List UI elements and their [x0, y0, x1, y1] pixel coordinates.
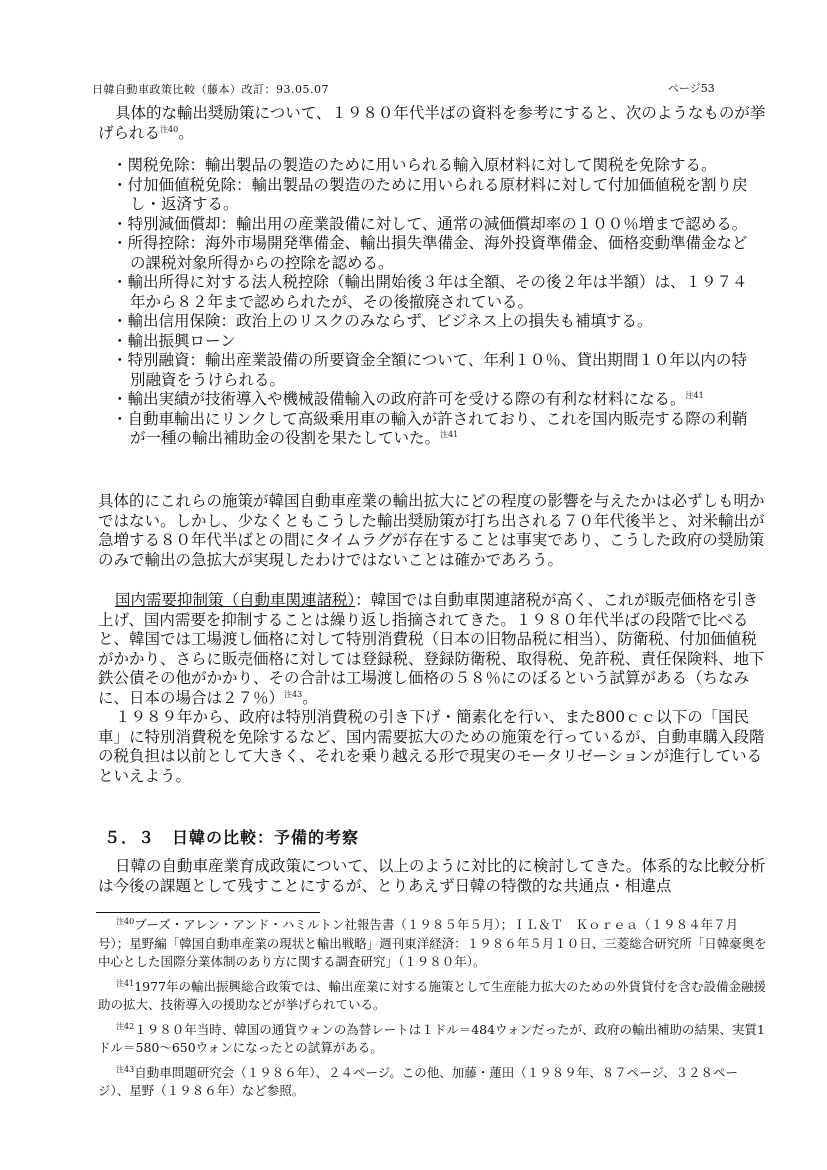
footnote-marker: 注43 — [116, 1064, 135, 1074]
list-item-text: ・自動車輸出にリンクして高級乗用車の輸入が許されており、これを国内販売する際の利鞘が一種の輸出補助金の役割を果たしていた。 — [112, 409, 748, 447]
footnote-ref-41[interactable]: 注41 — [685, 390, 704, 400]
intro-paragraph — [98, 104, 768, 143]
list-item: ・輸出信用保険：政治上のリスクのみならず、ビジネス上の損失も補填する。 — [112, 312, 653, 330]
footnote-ref-40[interactable]: 注40 — [160, 124, 179, 134]
footnote-ref-41[interactable]: 注41 — [440, 429, 459, 439]
list-item: ・輸出振興ローン — [112, 331, 236, 350]
section-heading: ５．３ 日韓の比較：予備的考察 — [104, 828, 360, 847]
intro-text: 具体的な輸出奨励策について、１９８０年代半ばの資料を参考にすると、次のようなものが挙げられる — [98, 104, 766, 142]
list-item: ・特別融資：輸出産業設備の所要資金全額について、年利１０％、貸出期間１０年以内の特別融資をうけられる。 — [112, 351, 747, 389]
list-item: ・特別減価償却：輸出用の産業設備に対して、通常の減価償却率の１００％増まで認める。 — [112, 214, 748, 233]
comparison-paragraph — [98, 857, 768, 896]
domestic-demand-heading: 国内需要抑制策（自動車関連諸税） — [115, 591, 356, 609]
list-item: ・関税免除：輸出製品の製造のために用いられる輸入原材料に対して関税を免除する。 — [112, 156, 717, 174]
footnote — [98, 1021, 768, 1058]
comparison-text: 日韓の自動車産業育成政策について、以上のように対比的に検討してきた。体系的な比較分析は今後の課題として残すことにするが、とりあえず日韓の特徴的な共通点・相違点 — [98, 857, 766, 895]
footnote-marker: 注40 — [116, 916, 135, 926]
list-item: ・所得控除：海外市場開発準備金、輸出損失準備金、海外投資準備金、価格変動準備金などの課税対象所得からの控除を認める。 — [112, 234, 748, 272]
footnote-marker: 注42 — [116, 1021, 135, 1031]
footnote-divider — [96, 912, 320, 913]
page-number: ページ53 — [668, 82, 715, 95]
list-item — [112, 410, 760, 449]
list-item-text: ・輸出実績が技術導入や機械設備輸入の政府許可を受ける際の有利な材料になる。 — [112, 390, 686, 408]
footnote-text: 1977年の輸出振興総合政策では、輸出産業に対する施策として生産能力拡大のための外貨貸付を含む設備金融援助の拡大、技術導入の援助などが挙げられている。 — [98, 978, 767, 1012]
incentive-list — [112, 156, 760, 449]
analysis-paragraph — [98, 492, 768, 570]
list-item: ・付加価値税免除：輸出製品の製造のために用いられる原材料に対して付加価値税を割り戻し・返済する。 — [112, 175, 748, 213]
analysis-text: 具体的にこれらの施策が韓国自動車産業の輸出拡大にどの程度の影響を与えたかは必ずしも明かではない。しかし、少なくともこうした輸出奨励策が打ち出される７０年代後半と、対米輸出が急増する８０年代半ばとの間にタイムラグが存在することは事実であり、こうした政府の奨励策のみで輸出の急拡大が実現したわけではないことは確かであろう。 — [98, 492, 765, 569]
national-car-text: １９８９年から、政府は特別消費税の引き下げ・簡素化を行い、また800ｃｃ以下の「国民車」に特別消費税を免除するなど、国内需要拡大のための施策を行っているが、自動車購入段階の税負担は以前として大きく、それを乗り越える形で現実のモータリゼーションが進行しているといえよう。 — [98, 708, 765, 785]
footnote-text: 自動車問題研究会（１９８６年）、２４ページ。この他、加藤・蓮田（１９８９年、８７ページ、３２８ページ）、星野（１９８６年）など参照。 — [98, 1064, 738, 1098]
footnote-marker: 注41 — [116, 978, 135, 988]
running-header: 日韓自動車政策比較（藤本）改訂：93.05.07 — [92, 83, 329, 96]
footnote — [98, 978, 768, 1015]
domestic-demand-end: 。 — [302, 688, 318, 707]
footnote-text: １９８０年当時、韓国の通貨ウォンの為替レートは１ドル＝484ウォンだったが、政府の輸出補助の結果、実質1ドル＝580～650ウォンになったとの試算がある。 — [98, 1021, 766, 1055]
list-item: ・輸出所得に対する法人税控除（輸出開始後３年は全額、その後２年は半額）は、１９７４年から８２年まで認められたが、その後撤廃されている。 — [112, 273, 748, 311]
list-item — [112, 390, 760, 410]
footnote-text: ブーズ・アレン・アンド・ハミルトン社報告書（１９８５年５月）；ＩＬ＆Ｔ Ｋｏｒｅａ（１９８４年７月号）；星野編「韓国自動車産業の現状と輸出戦略」週刊東洋経済：１９８６年５月１０日、三菱総合研究所「日韓豪奥を中心とした国際分業体制のあり方に関する調査研究」（１９８０年）。 — [98, 917, 767, 969]
domestic-demand-text: ：韓国では自動車関連諸税が高く、これが販売価格を引き上げ、国内需要を抑制することは繰り返し指摘されてきた。１９８０年代半ばの段階で比べると、韓国では工場渡し価格に対して特別消費税（日本の旧物品税に相当）、防衛税、付加価値税がかかり、さらに販売価格に対しては登録税、登録防衛税、取得税、免許税、責任保険料、地下鉄公債その他がかかり、その合計は工場渡し価格の５８％にのぼるという試算がある（ちなみに、日本の場合は２７％） — [98, 591, 765, 707]
footnote — [98, 916, 768, 972]
footnote-ref-43[interactable]: 注43 — [284, 689, 303, 699]
footnote — [98, 1064, 768, 1101]
domestic-demand-paragraph — [98, 591, 768, 786]
footnotes — [98, 916, 768, 1107]
intro-end: 。 — [178, 123, 194, 142]
